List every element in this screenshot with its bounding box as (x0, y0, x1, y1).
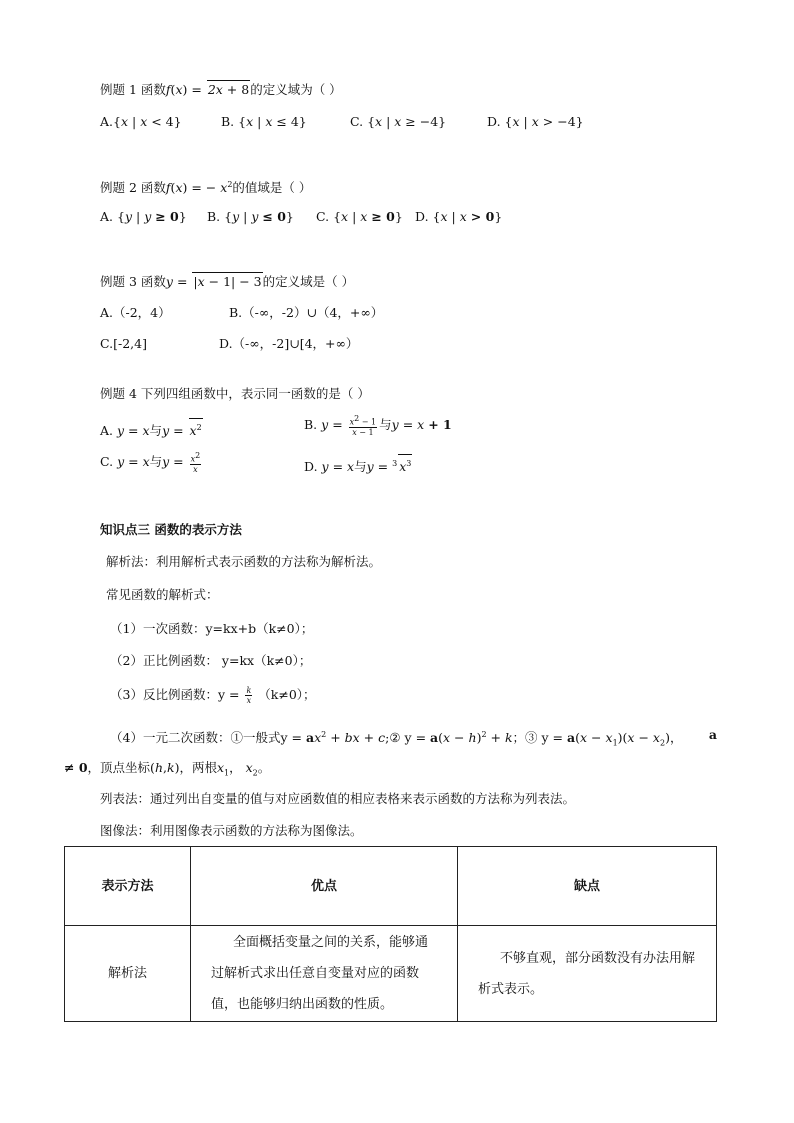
table-header-row (65, 847, 717, 926)
linear-function-text: （1）一次函数：y=kx+b（k≠0）； (110, 621, 314, 636)
row-cons: 不够直观，部分函数没有办法用解 析式表示。 (458, 926, 717, 1022)
example-1-formula: f (165, 82, 171, 97)
example-1-suffix: 的定义域为（ ） (250, 82, 342, 97)
ex2-option-b[interactable]: B. {y | y ≤ 0} (207, 209, 294, 224)
ex3-option-a[interactable]: A.（-2，4） (100, 305, 171, 320)
ex1-option-b[interactable]: B. {x | x ≤ 4} (221, 114, 307, 129)
methods-table (64, 846, 717, 1022)
ex3-option-d[interactable]: D.（-∞，-2]∪[4，+∞） (219, 336, 359, 351)
example-3-suffix: 的定义域是（ ） (262, 274, 355, 289)
example-3-question: 例题 3 函数y = |x − 1| − 3的定义域是（ ） (100, 274, 355, 289)
ex4-option-a[interactable]: A. y = x与$y = x^2$ (100, 418, 203, 440)
example-1-prefix: 例题 1 函数 (100, 82, 166, 97)
header-method: 表示方法 (65, 847, 191, 926)
table-row (65, 926, 717, 1022)
row-method: 解析法 (65, 926, 191, 1022)
ex1-option-d[interactable]: D. {x | x > −4} (487, 114, 584, 129)
example-1-question: 例题 1 函数f(x) = 2x + 8的定义域为（ ） (100, 82, 342, 97)
ex4-option-b[interactable]: B. y = $\frac{x^2 - 1}{x - 1}$ 与y = x + 1 (304, 414, 452, 437)
header-cons: 缺点 (458, 847, 717, 926)
ex1-option-a[interactable]: A.{x | x < 4} (100, 114, 182, 129)
example-2-suffix: 的值域是（ ） (232, 180, 312, 196)
ex4-option-c[interactable]: C. y = x与y = $\frac{x^2}{x}$ (100, 451, 201, 474)
ex3-option-b[interactable]: B.（-∞，-2）∪（4，+∞） (229, 305, 384, 320)
example-2-prefix: 例题 2 函数 (100, 180, 166, 196)
proportional-function-text: （2）正比例函数： y=kx（k≠0）； (110, 653, 312, 668)
ex2-option-d[interactable]: D. {x | x > 0} (415, 209, 503, 224)
example-3-prefix: 例题 3 函数 (100, 274, 166, 289)
section-heading: 知识点三 函数的表示方法 (100, 522, 242, 537)
header-pros: 优点 (191, 847, 458, 926)
graph-method-text: 图像法：利用图像表示函数的方法称为图像法。 (100, 823, 363, 838)
inverse-function-text: （3）反比例函数：y = $\frac{k}{x}$ （k≠0）； (110, 686, 316, 705)
row-pros: 全面概括变量之间的关系，能够通 过解析式求出任意自变量对应的函数 值，也能够归纳出函数的性质。 (191, 926, 458, 1022)
tabular-method-text: 列表法：通过列出自变量的值与对应函数值的相应表格来表示函数的方法称为列表法。 (100, 791, 576, 806)
analytic-method-text: 解析法：利用解析式表示函数的方法称为解析法。 (106, 554, 382, 569)
ex3-option-c[interactable]: C.[-2,4] (100, 336, 147, 351)
ex4-option-d[interactable]: D. y = x与y = $^3$ $x^3$ (304, 454, 412, 476)
ex2-option-c[interactable]: C. {x | x ≥ 0} (316, 209, 403, 224)
quadratic-function-text-cont: ≠ 0，顶点坐标(h,k)，两根$x_1$， $x_2$。 (64, 760, 271, 778)
ex1-option-c[interactable]: C. {x | x ≥ −4} (350, 114, 447, 129)
common-functions-text: 常见函数的解析式： (106, 587, 219, 602)
quadratic-function-text: （4）一元二次函数：①一般式$y = ax^2$ + bx + c;② $y = a(x - h)^2 + k$；③ $y = a(x - x_1)(x - x_2)$， a (110, 727, 717, 748)
ex2-option-a[interactable]: A. {y | y ≥ 0} (100, 209, 187, 224)
example-4-question: 例题 4 下列四组函数中，表示同一函数的是（ ） (100, 386, 370, 401)
example-2-question: 例题 2 函数f(x) = − $x^2$的值域是（ ） (100, 180, 312, 196)
